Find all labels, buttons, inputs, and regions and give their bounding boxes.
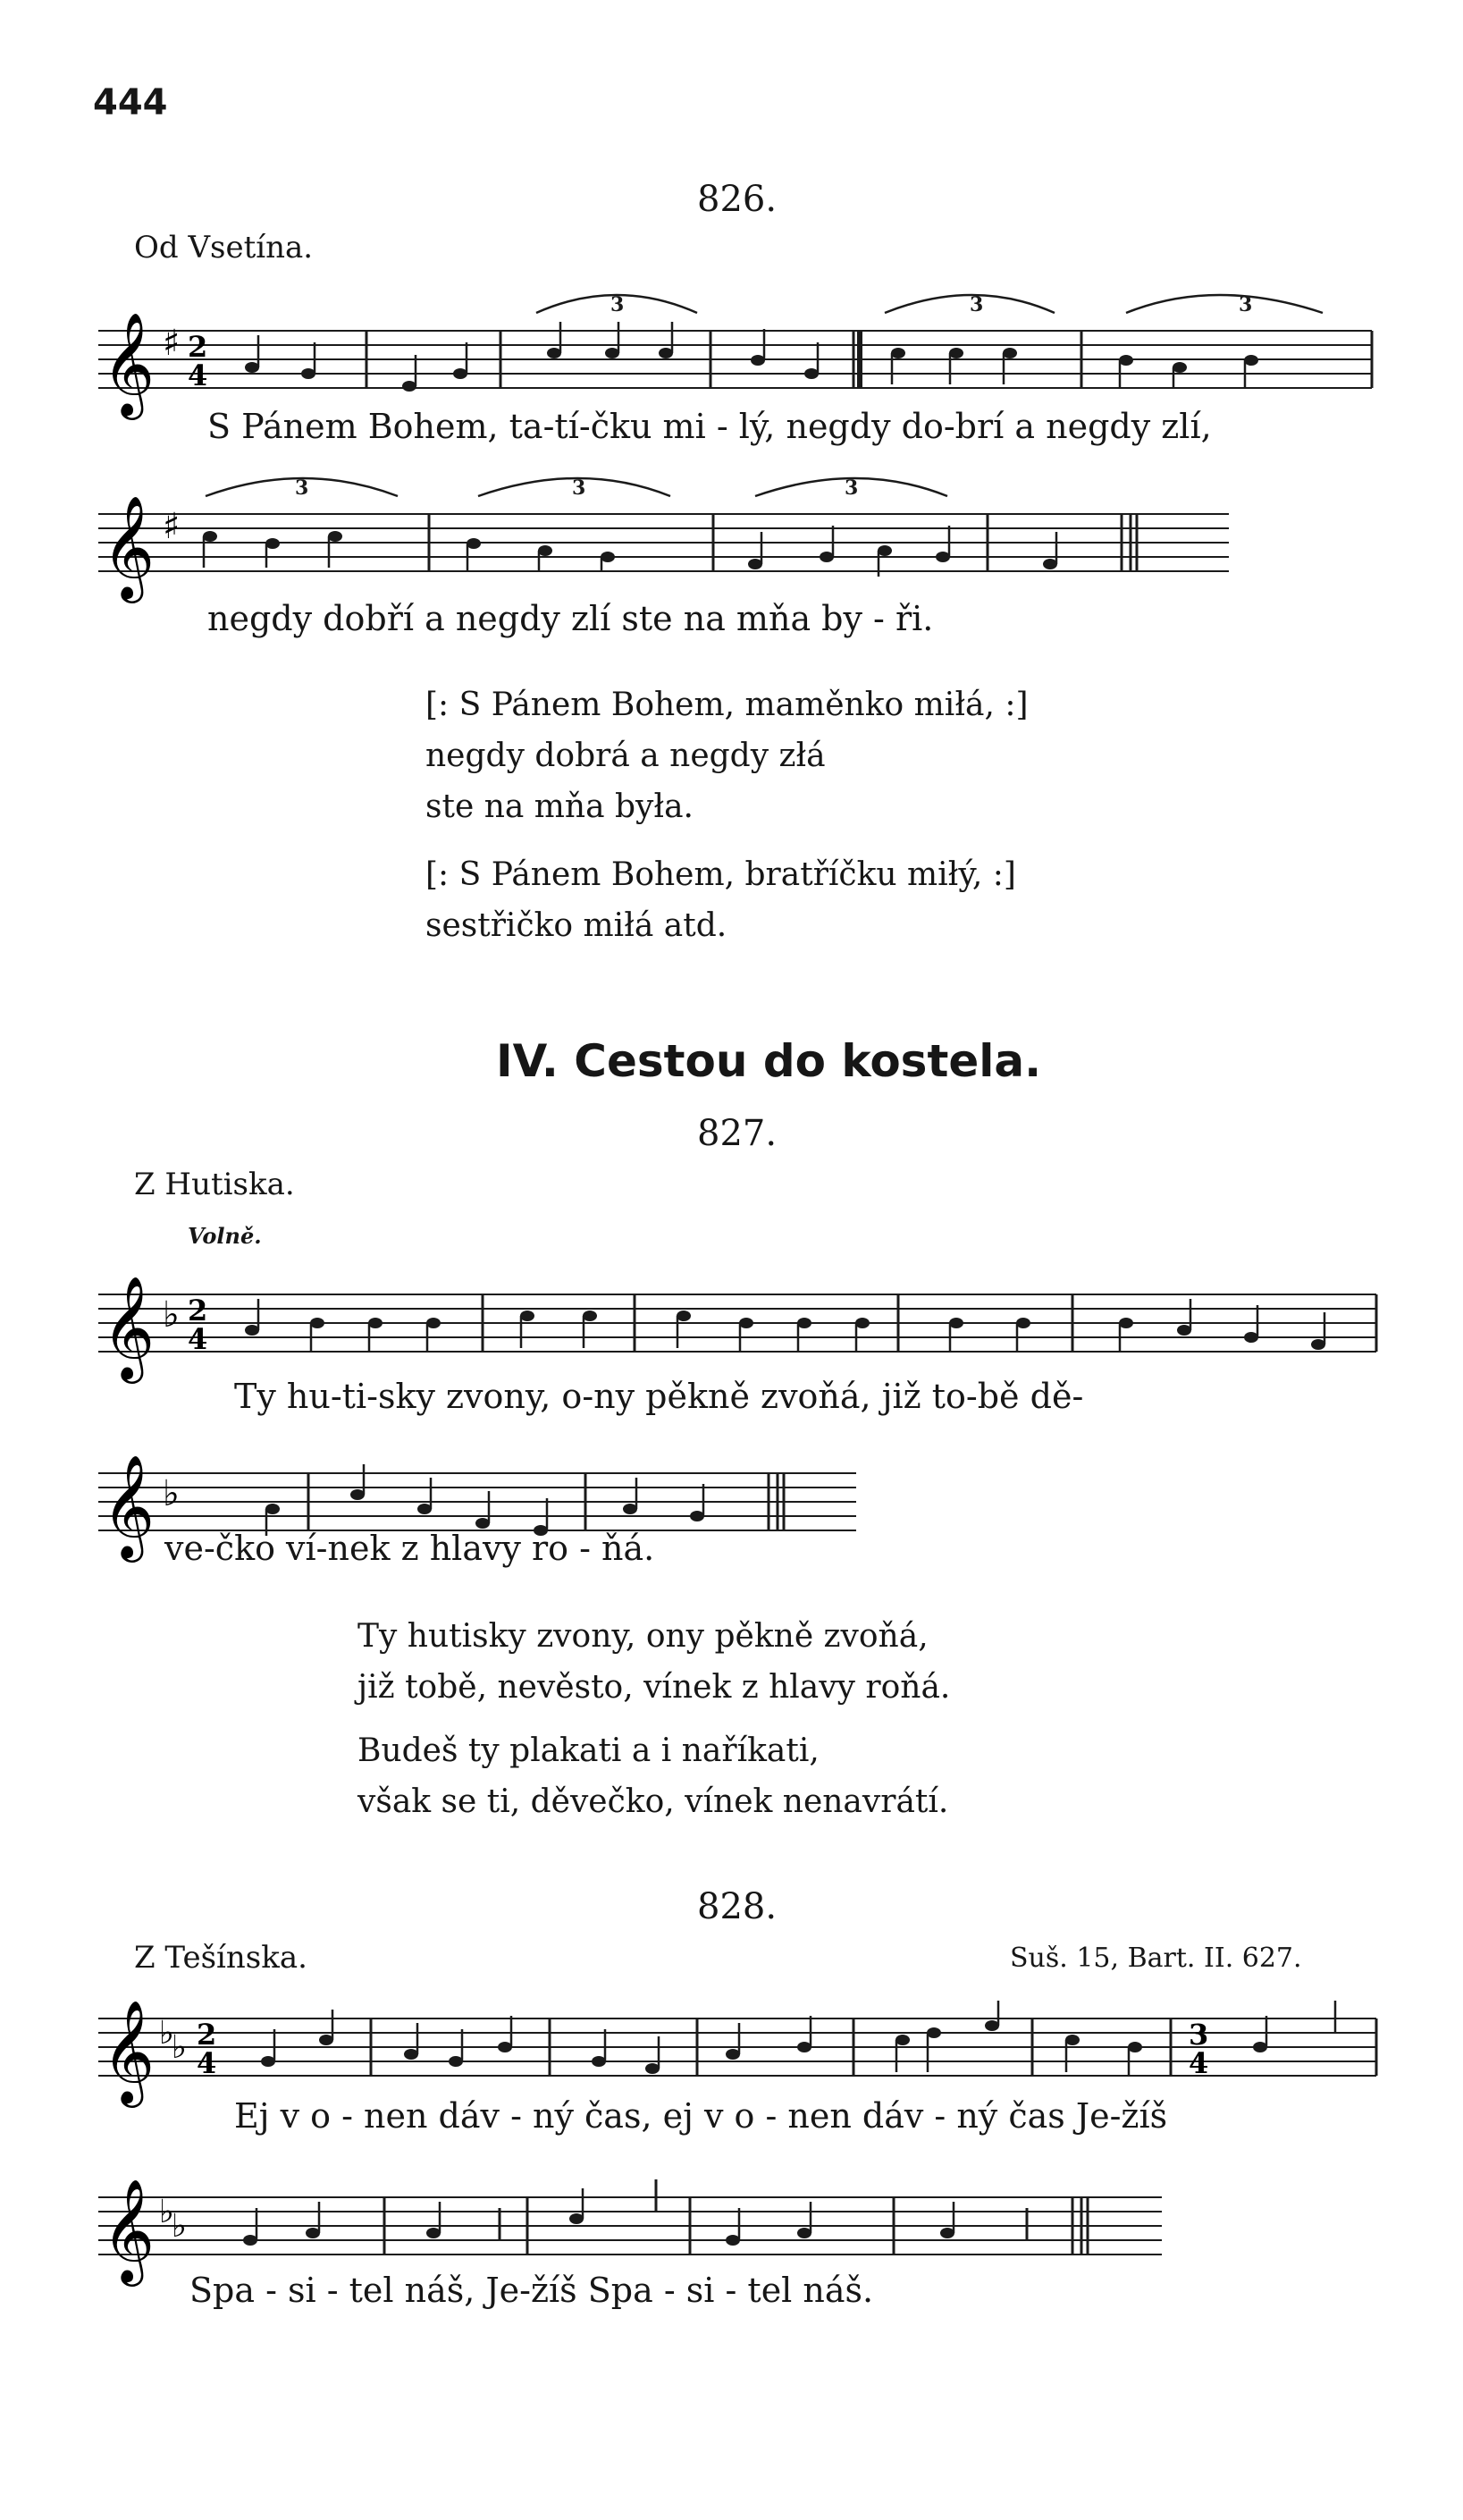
svg-text:3: 3 bbox=[1189, 2018, 1209, 2052]
svg-text:2: 2 bbox=[188, 1294, 208, 1327]
treble-clef-icon: 𝄞 bbox=[102, 1999, 156, 2103]
verse bbox=[357, 1725, 948, 1827]
verse bbox=[425, 849, 1016, 951]
svg-text:♭: ♭ bbox=[163, 1473, 180, 1514]
song-number: 827. bbox=[697, 1113, 778, 1154]
music-staff bbox=[89, 2153, 1180, 2282]
tempo-marking: Volně. bbox=[188, 1223, 262, 1249]
svg-text:3: 3 bbox=[1239, 293, 1253, 316]
verse-line: sestřičko miłá atd. bbox=[425, 907, 727, 944]
song-number: 828. bbox=[697, 1886, 778, 1927]
svg-text:4: 4 bbox=[197, 2046, 217, 2080]
lyrics-line: S Pánem Bohem, ta-tí-čku mi - lý, negdy do-brí a negdy zlí, bbox=[207, 407, 1212, 446]
verse-line: však se ti, děvečko, vínek nenavrátí. bbox=[357, 1783, 949, 1820]
verse-line: Budeš ty plakati a i naříkati, bbox=[357, 1732, 820, 1769]
lyrics-line: ve-čko ví-nek z hlavy ro - ňá. bbox=[164, 1529, 655, 1568]
svg-text:2: 2 bbox=[188, 330, 208, 364]
verse-line: negdy dobrá a negdy złá bbox=[425, 737, 826, 774]
svg-text:♭: ♭ bbox=[172, 2029, 187, 2066]
verse-line: ste na mňa była. bbox=[425, 788, 694, 825]
treble-clef-icon: 𝄞 bbox=[102, 311, 156, 416]
svg-text:♯: ♯ bbox=[163, 323, 181, 364]
svg-text:♭: ♭ bbox=[159, 2194, 174, 2230]
song-origin: Z Hutiska. bbox=[134, 1167, 295, 1202]
svg-text:♭: ♭ bbox=[163, 1294, 180, 1336]
verse-line: již tobě, nevěsto, vínek z hlavy roňá. bbox=[357, 1669, 951, 1706]
svg-text:3: 3 bbox=[610, 293, 625, 316]
lyrics-line: Ej v o - nen dáv - ný čas, ej v o - nen dáv - ný čas Je-žíš bbox=[234, 2096, 1168, 2136]
svg-text:3: 3 bbox=[295, 476, 309, 500]
svg-text:4: 4 bbox=[1189, 2046, 1209, 2080]
music-staff bbox=[89, 282, 1376, 416]
music-staff bbox=[89, 1974, 1394, 2103]
svg-text:3: 3 bbox=[845, 476, 859, 500]
verse-line: [: S Pánem Bohem, bratříčku miłý, :] bbox=[425, 856, 1016, 893]
lyrics-line: negdy dobří a negdy zlí ste na mňa by - ři. bbox=[207, 599, 934, 638]
svg-text:♭: ♭ bbox=[159, 2015, 174, 2052]
section-heading: IV. Cestou do kostela. bbox=[496, 1035, 1042, 1087]
svg-text:4: 4 bbox=[188, 358, 208, 392]
song-origin: Od Vsetína. bbox=[134, 230, 314, 265]
verse bbox=[425, 679, 1029, 832]
lyrics-line: Spa - si - tel náš, Je-žíš Spa - si - tel náš. bbox=[189, 2271, 874, 2310]
treble-clef-icon: 𝄞 bbox=[102, 1275, 156, 1379]
svg-text:4: 4 bbox=[188, 1322, 208, 1356]
verse-line: Ty hutisky zvony, ony pěkně zvoňá, bbox=[357, 1618, 929, 1655]
verse-line: [: S Pánem Bohem, maměnko miłá, :] bbox=[425, 687, 1029, 723]
page-number: 444 bbox=[93, 82, 168, 123]
svg-text:♭: ♭ bbox=[172, 2208, 187, 2245]
svg-text:3: 3 bbox=[970, 293, 984, 316]
svg-text:2: 2 bbox=[197, 2018, 217, 2052]
song-origin: Z Tešínska. bbox=[134, 1940, 307, 1976]
svg-text:3: 3 bbox=[572, 476, 586, 500]
treble-clef-icon: 𝄞 bbox=[102, 494, 156, 599]
treble-clef-icon: 𝄞 bbox=[102, 1454, 156, 1558]
music-staff bbox=[89, 1250, 1394, 1379]
music-staff bbox=[89, 465, 1233, 599]
song-number: 826. bbox=[697, 179, 778, 220]
lyrics-line: Ty hu-ti-sky zvony, o-ny pěkně zvoňá, již to-bě dě- bbox=[234, 1377, 1084, 1416]
treble-clef-icon: 𝄞 bbox=[102, 2178, 156, 2282]
source-reference: Suš. 15, Bart. II. 627. bbox=[1010, 1943, 1302, 1974]
svg-text:♯: ♯ bbox=[163, 506, 181, 547]
verse bbox=[357, 1611, 950, 1713]
